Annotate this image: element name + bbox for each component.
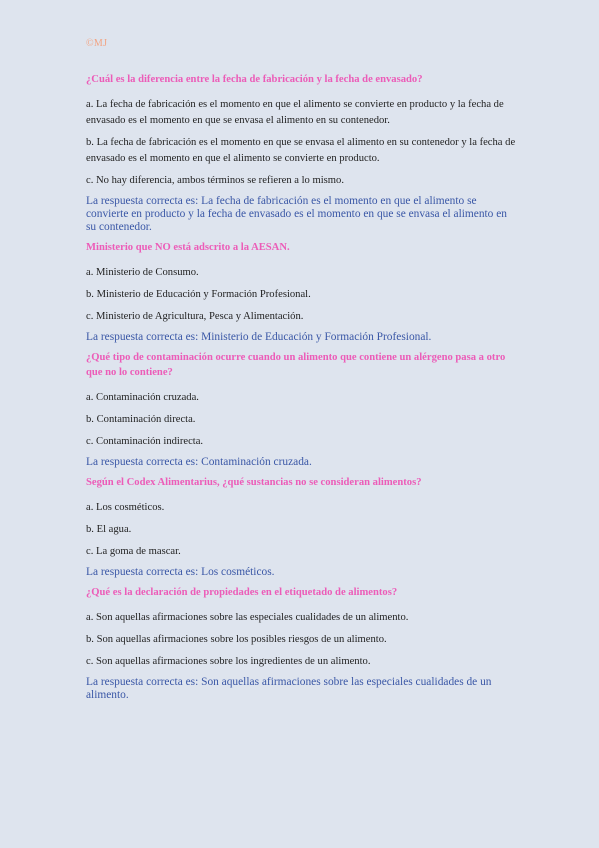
option-b: b. Son aquellas afirmaciones sobre los posibles riesgos de un alimento. — [86, 634, 387, 645]
question-text: ¿Qué es la declaración de propiedades en el etiquetado de alimentos? — [86, 587, 398, 598]
question-block — [86, 240, 516, 344]
header-mark: ©MJ — [86, 38, 108, 49]
option-a: a. Son aquellas afirmaciones sobre las especiales cualidades de un alimento. — [86, 612, 409, 623]
correct-answer: La respuesta correcta es: Ministerio de Educación y Formación Profesional. — [86, 331, 432, 343]
question-text: Según el Codex Alimentarius, ¿qué sustancias no se consideran alimentos? — [86, 477, 422, 488]
option-c: c. Son aquellas afirmaciones sobre los ingredientes de un alimento. — [86, 656, 371, 667]
question-block — [86, 350, 516, 469]
option-a: a. La fecha de fabricación es el momento en que el alimento se convierte en producto y la fecha de envasado es el momento en que se envasa el alimento en su contenedor. — [86, 99, 504, 126]
option-b: b. La fecha de fabricación es el momento en que se envasa el alimento en su contenedor y la fecha de envasado es el momento en que el alimento se convierte en producto. — [86, 137, 516, 164]
option-c: c. La goma de mascar. — [86, 546, 181, 557]
option-b: b. El agua. — [86, 524, 132, 535]
option-b: b. Ministerio de Educación y Formación Profesional. — [86, 289, 311, 300]
option-c: c. Ministerio de Agricultura, Pesca y Alimentación. — [86, 311, 304, 322]
question-text: ¿Qué tipo de contaminación ocurre cuando un alimento que contiene un alérgeno pasa a otro que no lo contiene? — [86, 352, 506, 378]
quiz-content — [86, 72, 516, 708]
option-c: c. Contaminación indirecta. — [86, 436, 204, 447]
question-block — [86, 72, 516, 234]
option-b: b. Contaminación directa. — [86, 414, 196, 425]
correct-answer: La respuesta correcta es: Los cosméticos. — [86, 566, 275, 578]
question-text: Ministerio que NO está adscrito a la AESAN. — [86, 242, 290, 253]
option-a: a. Contaminación cruzada. — [86, 392, 199, 403]
option-a: a. Los cosméticos. — [86, 502, 165, 513]
correct-answer: La respuesta correcta es: La fecha de fabricación es el momento en que el alimento se convierte en producto y la fecha de envasado es el momento en que se envasa el alimento en su contenedor. — [86, 195, 507, 233]
question-text: ¿Cuál es la diferencia entre la fecha de fabricación y la fecha de envasado? — [86, 74, 423, 85]
correct-answer: La respuesta correcta es: Contaminación cruzada. — [86, 456, 312, 468]
question-block — [86, 475, 516, 579]
question-block — [86, 585, 516, 702]
correct-answer: La respuesta correcta es: Son aquellas afirmaciones sobre las especiales cualidades de un alimento. — [86, 676, 492, 701]
option-c: c. No hay diferencia, ambos términos se refieren a lo mismo. — [86, 175, 344, 186]
option-a: a. Ministerio de Consumo. — [86, 267, 199, 278]
